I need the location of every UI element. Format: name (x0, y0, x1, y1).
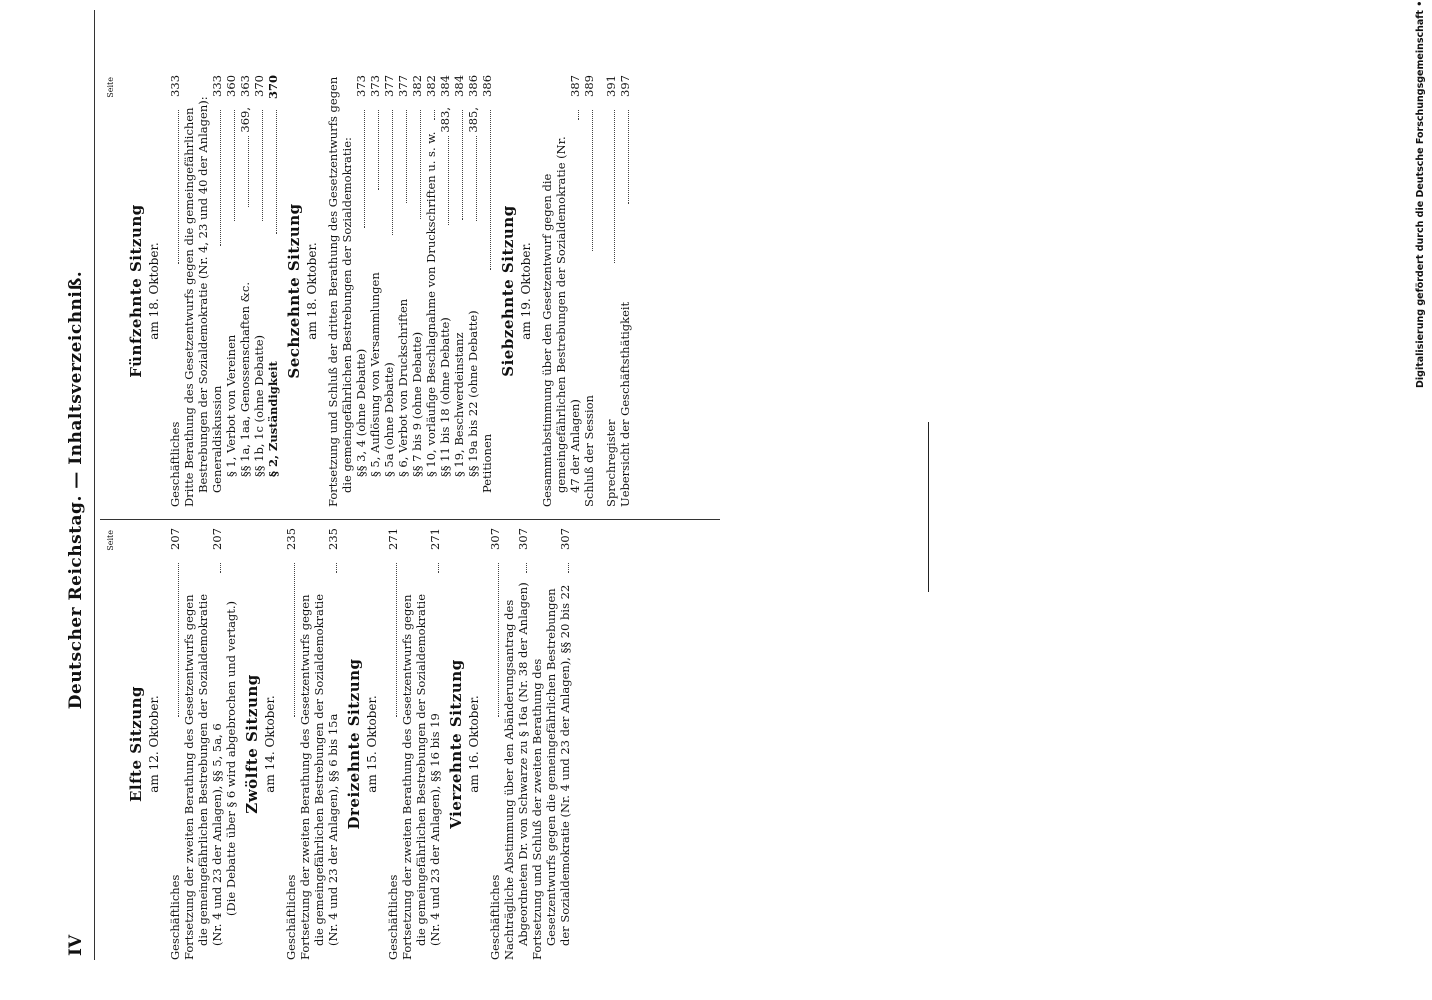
page-ref: 382 (410, 74, 424, 97)
page-ref: 384 (452, 74, 466, 97)
page-ref: 383, (438, 107, 452, 133)
section-heading: Zwölfte Sitzung (243, 674, 261, 814)
seite-label: Seite (106, 77, 115, 98)
section-heading: Vierzehnte Sitzung (447, 659, 465, 829)
credit-text: Digitalisierung gefördert durch die Deutsche Forschungsgemeinschaft • (1415, 0, 1426, 388)
toc-entry: Geschäftliches 271 (386, 527, 400, 960)
toc-entry: Fortsetzung der zweiten Berathung des Gesetzentwurfs gegen die gemeingefährlichen Bestrebungen der Sozialdemokratie (Nr. 4 und 23 der Anlagen), §§ 16 bis 19 271 (400, 528, 442, 960)
header-rule (94, 10, 95, 960)
page-ref: 363 (238, 75, 252, 97)
seite-label: Seite (106, 530, 115, 551)
toc-entry: Schluß der Session 389 (582, 75, 596, 507)
left-column (100, 528, 710, 960)
toc-entry: Nachträgliche Abstimmung über den Abänderungsantrag des Abgeordneten Dr. von Schwarze zu § 16a (Nr. 38 der Anlagen) 307 (502, 528, 530, 960)
page-ref: 387 (568, 75, 582, 97)
page-ref: 377 (396, 75, 410, 97)
right-column (100, 75, 710, 507)
page-number: IV (66, 934, 86, 956)
toc-entry: § 6, Verbot von Druckschriften 377 (396, 75, 410, 477)
toc-entry: § 19, Beschwerdeinstanz 384 (452, 74, 466, 477)
page-ref: 373 (354, 75, 368, 97)
page-ref: 307 (488, 527, 502, 550)
toc-entry: Fortsetzung der zweiten Berathung des Gesetzentwurfs gegen die gemeingefährlichen Bestrebungen der Sozialdemokratie (Nr. 4 und 23 der Anlagen), §§ 5, 5a, 6 207 (182, 528, 224, 960)
toc-entry: § 1, Verbot von Vereinen 360 (224, 74, 238, 477)
toc-entry: Gesammtabstimmung über den Gesetzentwurf gegen die gemeingefährlichen Bestrebungen der Sozialdemokratie (Nr. 47 der Anlagen) 387 (540, 75, 582, 507)
section-date: am 15. Oktober. (365, 695, 379, 793)
section-heading: Fünfzehnte Sitzung (127, 204, 145, 378)
toc-entry: §§ 1b, 1c (ohne Debatte) 370 (252, 75, 266, 477)
page-ref: 384 (438, 75, 452, 97)
toc-entry: §§ 11 bis 18 (ohne Debatte) 383, 384 (438, 75, 452, 477)
section-heading: Dreizehnte Sitzung (345, 658, 363, 830)
page-ref: 207 (168, 527, 182, 550)
scan-edge-line (928, 422, 929, 592)
running-header (66, 20, 92, 960)
toc-entry: Fortsetzung und Schluß der zweiten Berathung des Gesetzentwurfs gegen die gemeingefährlichen Bestrebungen der Sozialdemokratie (Nr. 4 und 23 der Anlagen), §§ 20 bis 22 307 (530, 528, 572, 960)
page-ref: 386 (466, 74, 480, 97)
toc-entry: § 2, Zuständigkeit 370 (266, 75, 280, 477)
toc-entry: Fortsetzung der zweiten Berathung des Gesetzentwurfs gegen die gemeingefährlichen Bestrebungen der Sozialdemokratie (Nr. 4 und 23 der Anlagen), §§ 6 bis 15a 235 (298, 528, 340, 960)
section-date: am 18. Oktober. (147, 242, 161, 340)
page-ref: 271 (428, 528, 442, 550)
page-ref: 389 (582, 75, 596, 97)
toc-entry: §§ 7 bis 9 (ohne Debatte) 382 (410, 74, 424, 477)
page-ref: 207 (210, 528, 224, 550)
section-date: am 12. Oktober. (147, 695, 161, 793)
page-ref: 377 (382, 74, 396, 97)
page-ref: 385, (466, 106, 480, 133)
page-ref: 386 (480, 74, 494, 97)
toc-entry: § 5, Auflösung von Versammlungen 373 (368, 75, 382, 477)
section-heading: Sechzehnte Sitzung (285, 203, 303, 379)
page-ref: 391 (604, 75, 618, 97)
page-ref: 271 (386, 527, 400, 550)
page-title: Deutscher Reichstag. — Inhaltsverzeichniß. (66, 270, 86, 710)
toc-entry: § 10, vorläufige Beschlagnahme von Druckschriften u. s. w. 382 (424, 75, 438, 477)
toc-entry: Geschäftliches 235 (284, 527, 298, 960)
digitization-credit (1414, 0, 1428, 388)
page-ref: 373 (368, 75, 382, 97)
page-ref: 397 (618, 75, 632, 97)
section-heading: Elfte Sitzung (127, 685, 145, 803)
page-ref: 307 (558, 528, 572, 550)
page-ref: 370 (252, 75, 266, 97)
section-date: am 14. Oktober. (263, 695, 277, 793)
page-ref: 235 (326, 528, 340, 550)
page-ref: 235 (284, 527, 298, 550)
page-ref: 307 (516, 528, 530, 550)
toc-entry: Fortsetzung und Schluß der dritten Berathung des Gesetzentwurfs gegen die gemeingefährlichen Bestrebungen der Sozialdemokratie: (326, 76, 354, 507)
toc-entry: Sprechregister 391 (604, 75, 618, 507)
page-ref: 360 (224, 74, 238, 97)
toc-entry: §§ 19a bis 22 (ohne Debatte) 385, 386 (466, 74, 480, 477)
toc-entry: Generaldiskussion 333 (210, 75, 224, 493)
toc-entry: Uebersicht der Geschäftsthätigkeit 397 (618, 75, 632, 507)
page-ref: 370 (266, 75, 280, 100)
toc-entry: Petitionen 386 (480, 74, 494, 493)
page-ref: 333 (210, 75, 224, 97)
section-date: am 18. Oktober. (305, 242, 319, 340)
section-date: am 19. Oktober. (519, 242, 533, 340)
toc-entry: Geschäftliches 207 (168, 527, 182, 960)
page-ref: 369, (238, 107, 252, 133)
toc-entry: Dritte Berathung des Gesetzentwurfs gegen die gemeingefährlichen Bestrebungen der Sozialdemokratie (Nr. 4, 23 und 40 der Anlagen): (182, 96, 210, 507)
toc-entry: §§ 3, 4 (ohne Debatte) 373 (354, 75, 368, 477)
toc-entry: Geschäftliches 307 (488, 527, 502, 960)
column-divider (100, 519, 720, 520)
toc-entry: § 5a (ohne Debatte) 377 (382, 74, 396, 477)
toc-entry: Geschäftliches 333 (168, 74, 182, 507)
toc-entry: §§ 1a, 1aa, Genossenschaften &c. 369, 363 (238, 75, 252, 477)
section-date: am 16. Oktober. (467, 695, 481, 793)
section-heading: Siebzehnte Sitzung (499, 205, 517, 377)
page-ref: 382 (424, 75, 438, 97)
page-ref: 333 (168, 74, 182, 97)
toc-note: (Die Debatte über § 6 wird abgebrochen und vertagt.) (224, 600, 238, 916)
